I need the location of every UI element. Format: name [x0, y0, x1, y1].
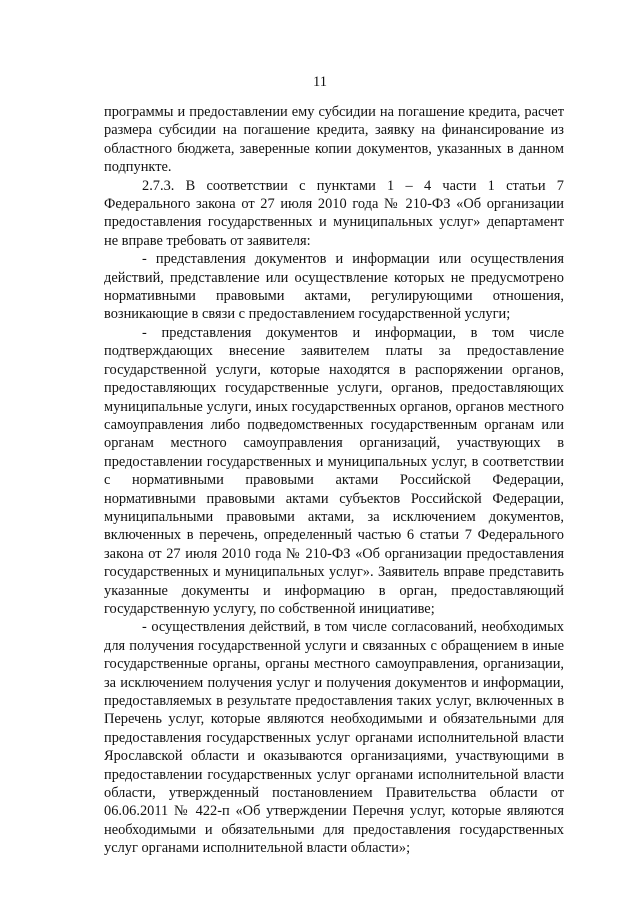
document-body — [104, 103, 564, 858]
paragraph-bullet-documents: - представления документов и информации, в том числе подтверждающих внесение заявителем платы за предоставление государственной услуги, которые находятся в распоряжении органов, предоставляющих государственные услуги, органов, предоставляющих муниципальные услуги, иных государственных органов, органов местного самоуправления либо подведомственных государственным органам или органам местного самоуправления организаций, участвующих в предоставлении государственных и муниципальных услуг, в соответствии с нормативными правовыми актами Российской Федерации, нормативными правовыми актами субъектов Российской Федерации, муниципальными правовыми актами, за исключением документов, включенных в перечень, определенный частью 6 статьи 7 Федерального закона от 27 июля 2010 года № 210-ФЗ «Об организации предоставления государственных и муниципальных услуг». Заявитель вправе представить указанные документы и информацию в орган, предоставляющий государственную услугу, по собственной инициативе; — [104, 324, 564, 617]
page-number: 11 — [313, 74, 327, 90]
paragraph-continuation: программы и предоставлении ему субсидии на погашение кредита, расчет размера субсидии на погашение кредита, заявку на финансирование из областного бюджета, заверенные копии документов, указанных в данном подпункте. — [104, 104, 564, 176]
paragraph-bullet-approvals: - осуществления действий, в том числе согласований, необходимых для получения государственной услуги и связанных с обращением в иные государственные органы, органы местного самоуправления, организации, за исключением получения услуг и получения документов и информации, предоставляемых в результате предоставления таких услуг, включенных в Перечень услуг, которые являются необходимыми и обязательными для предоставления государственных услуг органами исполнительной власти Ярославской области и оказываются организациями, участвующими в предоставлении государственных услуг органами исполнительной власти области, утвержденный постановлением Правительства области от 06.06.2011 № 422-п «Об утверждении Перечня услуг, которые являются необходимыми и обязательными для предоставления государственных услуг органами исполнительной власти области»; — [104, 619, 564, 857]
paragraph-clause-2-7-3: 2.7.3. В соответствии с пунктами 1 – 4 части 1 статьи 7 Федерального закона от 27 июля 2010 года № 210-ФЗ «Об организации предоставления государственных и муниципальных услуг» департамент не вправе требовать от заявителя: — [104, 177, 564, 249]
paragraph-bullet-actions: - представления документов и информации или осуществления действий, представление или осуществление которых не предусмотрено нормативными правовыми актами, регулирующими отношения, возникающие в связи с предоставлением государственной услуги; — [104, 251, 564, 323]
